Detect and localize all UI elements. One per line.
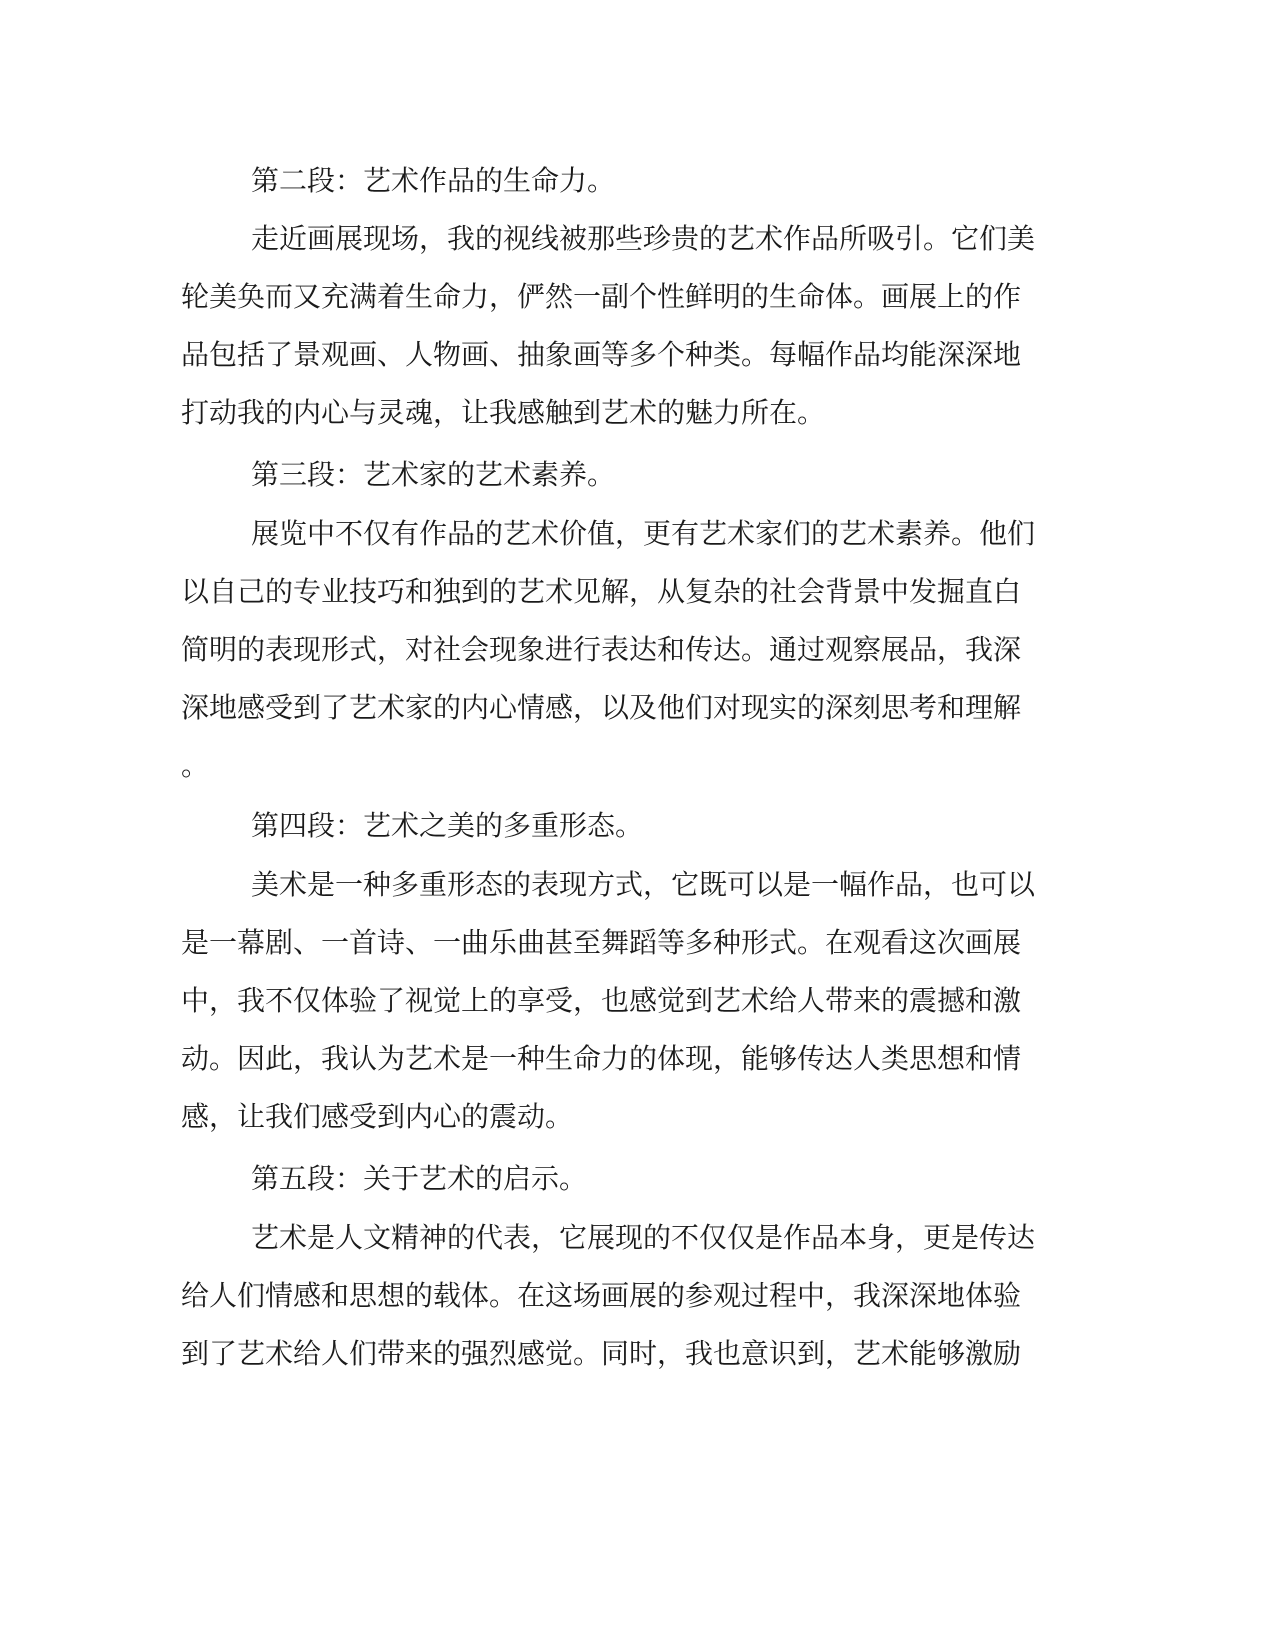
paragraph-2-line-4: 打动我的内心与灵魂，让我感触到艺术的魅力所在。 (181, 396, 826, 429)
paragraph-5-line-1: 艺术是人文精神的代表，它展现的不仅仅是作品本身，更是传达 (251, 1221, 1036, 1254)
paragraph-4-line-2: 是一幕剧、一首诗、一曲乐曲甚至舞蹈等多种形式。在观看这次画展 (181, 926, 1022, 959)
paragraph-4-line-1: 美术是一种多重形态的表现方式，它既可以是一幅作品，也可以 (251, 868, 1036, 901)
paragraph-5-line-2: 给人们情感和思想的载体。在这场画展的参观过程中，我深深地体验 (181, 1279, 1022, 1312)
section-heading-2: 第二段：艺术作品的生命力。 (251, 164, 616, 197)
section-heading-3: 第三段：艺术家的艺术素养。 (251, 458, 616, 491)
section-heading-4: 第四段：艺术之美的多重形态。 (251, 809, 644, 842)
paragraph-4-line-3: 中，我不仅体验了视觉上的享受，也感觉到艺术给人带来的震撼和激 (181, 984, 1022, 1017)
paragraph-3-line-2: 以自己的专业技巧和独到的艺术见解，从复杂的社会背景中发掘直白 (181, 575, 1022, 608)
paragraph-2-line-3: 品包括了景观画、人物画、抽象画等多个种类。每幅作品均能深深地 (181, 338, 1022, 371)
paragraph-3-line-4: 深地感受到了艺术家的内心情感，以及他们对现实的深刻思考和理解 (181, 691, 1022, 724)
paragraph-3-line-5: 。 (181, 749, 210, 782)
section-heading-5: 第五段：关于艺术的启示。 (251, 1162, 588, 1195)
paragraph-2-line-2: 轮美奂而又充满着生命力，俨然一副个性鲜明的生命体。画展上的作 (181, 280, 1022, 313)
paragraph-3-line-3: 简明的表现形式，对社会现象进行表达和传达。通过观察展品，我深 (181, 633, 1022, 666)
paragraph-5-line-3: 到了艺术给人们带来的强烈感觉。同时，我也意识到，艺术能够激励 (181, 1337, 1022, 1370)
paragraph-2-line-1: 走近画展现场，我的视线被那些珍贵的艺术作品所吸引。它们美 (251, 222, 1036, 255)
paragraph-3-line-1: 展览中不仅有作品的艺术价值，更有艺术家们的艺术素养。他们 (251, 517, 1036, 550)
paragraph-4-line-4: 动。因此，我认为艺术是一种生命力的体现，能够传达人类思想和情 (181, 1042, 1022, 1075)
paragraph-4-line-5: 感，让我们感受到内心的震动。 (181, 1100, 574, 1133)
